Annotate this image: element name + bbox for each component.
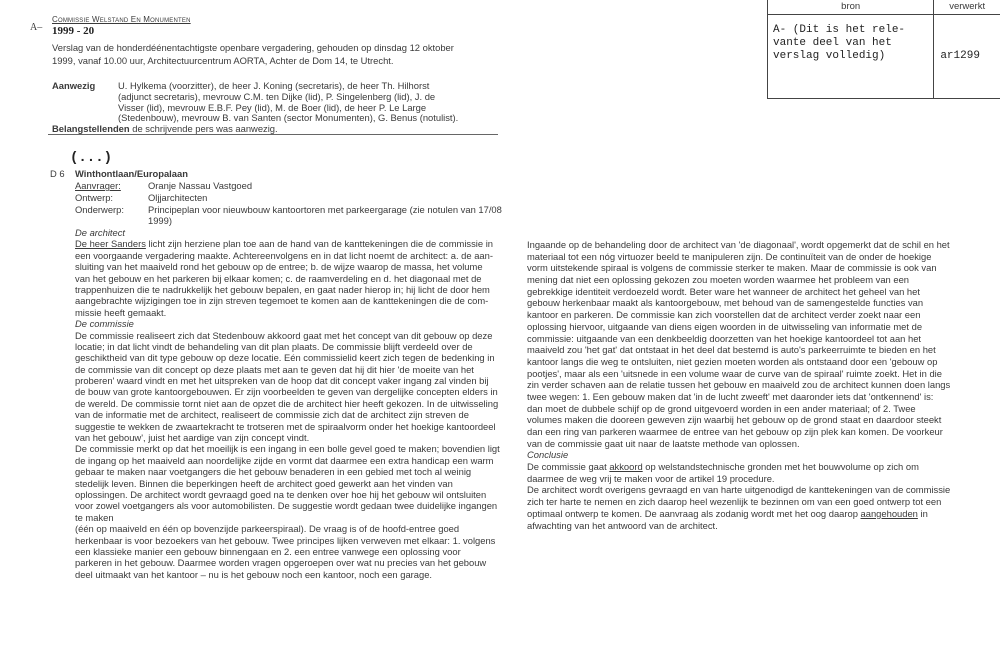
line-text: De commissie realiseert zich dat Stedenbouw akkoord gaat met het concept van dit gebouw op deze	[75, 329, 493, 341]
report-number: 1999 - 20	[52, 25, 95, 37]
line-text: maaiveld zou 'het gat' dat ontstaat in het deel dat bestemd is auto's parkeerruimte te bieden en het	[527, 344, 936, 356]
text-line	[75, 489, 500, 500]
text-line	[75, 284, 500, 295]
text-line	[527, 297, 950, 309]
text-line	[527, 379, 950, 391]
line-text: te maken	[75, 511, 114, 523]
text-line	[527, 391, 950, 403]
text-line	[527, 262, 950, 274]
margin-mark: A–	[30, 22, 43, 33]
verwerkt-cell: ar1299	[934, 15, 1000, 99]
subject-value	[148, 204, 502, 227]
text-line	[75, 443, 500, 454]
text-line	[527, 274, 950, 286]
underlined-text: aangehouden	[860, 507, 918, 519]
line-text: kantoor langs die weg te ontsluiten, niet gezien moeten worden als ontstaand door een 'gebouw op	[527, 355, 938, 367]
line-text: zin verder schaven aan de relatie tussen het gebouw en maaiveld zou de architect kunnen doen langs	[527, 379, 951, 391]
line-text: suggestie te wekken de zwaartekracht te trotseren met de spiraalvorm onder het hoekige kantoordeel	[75, 420, 496, 432]
omission-mark: (...)	[70, 150, 113, 166]
line-text: kantoor en parkeren. De commissie kan zich voorstellen dat de architect verder zoekt naar een	[527, 309, 921, 321]
applicant-value: Oranje Nassau Vastgoed	[148, 180, 253, 191]
subject-line: Principeplan voor nieuwbouw kantoortoren met parkeergarage (zie notulen van 17/08	[148, 204, 502, 215]
text-line	[75, 455, 500, 466]
present-line: U. Hylkema (voorzitter), de heer J. Koning (secretaris), de heer Th. Hilhorst	[118, 80, 430, 91]
interested-label: Belangstellenden	[52, 123, 130, 134]
line-text: de commissie van dit concept op deze plaats met aan te geven dat hij dit hier 'de moeite van het	[75, 363, 474, 375]
verwerkt-header: verwerkt	[934, 0, 1000, 15]
line-text: trappenhuizen die te nadrukkelijk het gebouw bepalen, en gaat nader hierop in; hij licht de door hem	[75, 283, 490, 295]
text-line	[527, 520, 950, 532]
line-text: De commissie merkt op dat het moeilijk is een ingang in een bolle gevel goed te maken; bovendien ligt	[75, 443, 500, 455]
text-line	[527, 368, 950, 380]
text-line	[75, 432, 500, 443]
line-text: vorm uitstekende spiraal is volgens de commissie sterker te maken. Maar de commissie is ook van	[527, 262, 937, 274]
text-line	[75, 409, 500, 420]
line-text: twee wegen: 1. Een gebouw maken dat 'in de lucht zweeft' met daaronder iets dat 'ontkennend' is:	[527, 390, 934, 402]
line-text: oplossingen. De architect wordt gevraagd goed na te denken over hoe hij het gebouw wil ontsluiten	[75, 488, 487, 500]
line-text: De commissie gaat	[527, 461, 610, 473]
line-text: daarmee de weg vrij te maken voor de artikel 19 procedure.	[527, 472, 775, 484]
line-text: dan moet de dubbele schijf op de grond uitgevoerd worden in een ander materiaal; of 2. Twee	[527, 402, 916, 414]
line-text: de ingang op het maaiveld aan noordelijke zijde en vormt dat daarmee een extra handicap een warm	[75, 454, 494, 466]
line-text: materiaal tot een nóg virtuozer beeld te manipuleren zijn. De continuïteit van de onder de hoekige	[527, 250, 932, 262]
line-text: Conclusie	[527, 449, 569, 461]
text-line	[75, 386, 500, 397]
text-line	[75, 523, 500, 534]
subject-line: 1999)	[148, 215, 172, 227]
line-text: zich ter harte te nemen en zich daarop heel wezenlijk te bezinnen om van een goed ontwerp tot een	[527, 496, 942, 508]
left-column	[75, 227, 500, 580]
text-line	[527, 333, 950, 345]
bron-cell	[768, 15, 934, 99]
underlined-text: akkoord	[609, 461, 643, 473]
present-list	[118, 80, 458, 123]
item-title: Winthontlaan/Europalaan	[75, 168, 188, 179]
report-intro	[52, 42, 454, 68]
bron-line: vante deel van het	[773, 37, 892, 49]
line-text: van het gebouw en het parkeren bij elkaar komen; c. de raamverdeling en d. het diagonaal met de	[75, 272, 482, 284]
line-text: in	[917, 507, 928, 519]
line-text: Ingaande op de behandeling door de architect van 'de diagonaal', wordt opgemerkt dat de schil en het	[527, 239, 950, 250]
text-line	[75, 307, 500, 318]
line-text: stedelijk leven. Binnen die beperkingen heeft de architect goed gewerkt aan het vinden van	[75, 477, 453, 489]
interested-text: de schrijvende pers was aanwezig.	[132, 123, 278, 134]
text-line	[527, 239, 950, 251]
line-text: dan een ring van parkeren waarmee de entree van het gebouw op zijn plek kan komen. De voorkeur	[527, 426, 943, 437]
text-line	[527, 344, 950, 356]
line-text: pootjes', maar als een 'uitsnede in een volume waar de curve van de spiraal' ruimte zoekt. Het in die	[527, 367, 942, 379]
design-label: Ontwerp:	[75, 192, 114, 203]
section-heading	[75, 227, 500, 238]
line-text: sluiting van het maaiveld rond het gebouw op de entree; b. de wijze waarop de massa, het volume	[75, 261, 483, 273]
line-text: afwachting van het antwoord van de architect.	[527, 519, 718, 531]
text-line	[527, 403, 950, 415]
line-text: gebouw herkenbaar maakt als kantoorgebouw, met behoud van de samengestelde functies van	[527, 297, 924, 309]
line-text: gebaar te maken naar voetgangers die het gebouw benaderen in een gebied met toch al weinig	[75, 466, 472, 478]
text-line	[75, 535, 500, 546]
line-text: De architect wordt overigens gevraagd en van harte uitgenodigd de kanttekeningen van de commissie	[527, 484, 951, 496]
text-line	[527, 251, 950, 263]
line-text: van het gebouw', juist het aardige van zijn concept vindt.	[75, 432, 310, 444]
text-line	[527, 473, 950, 485]
text-line	[527, 426, 950, 438]
line-text: licht zijn herziene plan toe aan de hand van de kanttekeningen die de commissie in	[145, 238, 493, 250]
present-line: (adjunct secretaris), mevrouw C.M. ten Dijke (lid), P. Singelenberg (lid), J. de	[118, 90, 436, 102]
text-line	[75, 273, 500, 284]
text-line	[527, 321, 950, 333]
line-text: parkeren in het gebouw. Daarmee worden vragen opgeroepen over wat nu precies van het gebouw	[75, 557, 487, 569]
text-line	[75, 250, 500, 261]
text-line	[75, 546, 500, 557]
text-line	[75, 330, 500, 341]
text-line	[75, 421, 500, 432]
line-text: commissie: uitgaande van een denkbeeldig doorzetten van het hoekige kantoordeel tot aan het	[527, 332, 922, 344]
present-label: Aanwezig	[52, 80, 96, 91]
bron-line: verslag volledig)	[773, 50, 886, 62]
line-text: missie heeft gemaakt.	[75, 306, 167, 318]
bron-header: bron	[768, 0, 934, 15]
bron-line: A- (Dit is het rele-	[773, 24, 906, 36]
text-line	[75, 466, 500, 477]
text-line	[75, 478, 500, 489]
present-line: (Stedenbouw), mevrouw B. van Santen (sector Monumenten), G. Benus (notulist).	[118, 112, 459, 124]
text-line	[75, 261, 500, 272]
text-line	[75, 238, 500, 249]
line-text: van de commissie gaat uit naar de laatste methode van oplossen.	[527, 437, 800, 449]
text-line	[75, 295, 500, 306]
text-line	[75, 352, 500, 363]
line-text: de wereld. De commissie tornt niet aan de opzet die de architect hier heeft gekozen. In de uitwisseling	[75, 397, 499, 409]
line-text: een voorgaande vergadering maakte. Achtereenvolgens en in dat licht noemt de architect: a. de aan-	[75, 249, 493, 261]
text-line	[527, 438, 950, 450]
text-line	[75, 398, 500, 409]
intro-line: Verslag van de honderdéénentachtigste openbare vergadering, gehouden op dinsdag 12 oktober	[52, 42, 454, 53]
line-text: volumes maken die dooreen geweven zijn waarbij het gebouw op de grond staat en daardoor steekt	[527, 414, 942, 426]
source-table	[767, 0, 1000, 99]
line-text: locatie; in dat licht vindt de behandeling van dit plan plaats. De commissie blijft verdeeld over de	[75, 340, 473, 352]
interested-row	[52, 123, 278, 134]
text-line	[75, 375, 500, 386]
line-text: oplossing hiervoor, uitgaande van diens eigen woorden in de uitwisseling van informatie met de	[527, 320, 923, 332]
line-text: aangebrachte wijzigingen toe in zijn streven tegemoet te komen aan de kanttekeningen die de com-	[75, 295, 489, 307]
present-line: Visser (lid), mevrouw E.B.F. Pey (lid), M. de Boer (lid), de heer P. Le Large	[118, 101, 427, 113]
text-line	[527, 356, 950, 368]
line-text: (één op maaiveld en één op bovenzijde parkeerspiraal). De vraag is of de hoofd-entree goed	[75, 523, 460, 535]
text-line	[75, 569, 500, 580]
line-text: proberen' waard vindt en met het uitspreken van de hoop dat dit concept vaker ingang zal vinden bij	[75, 375, 489, 387]
text-line	[527, 508, 950, 520]
text-line	[527, 461, 950, 473]
applicant-label: Aanvrager:	[75, 180, 121, 191]
line-text: herkenbaar is voor bezoekers van het gebouw. Twee principes lijken verweven met elkaar: 1. volgens	[75, 534, 496, 546]
text-line	[527, 286, 950, 298]
section-heading	[75, 318, 500, 329]
intro-line: 1999, vanaf 10.00 uur, Architectuurcentrum AORTA, Achter de Dom 14, te Utrecht.	[52, 55, 394, 66]
design-value: Oljjarchitecten	[148, 192, 208, 203]
line-text: gebrekkige identiteit verdoezeld wordt. Beter ware het wanneer de architect het geheel van het	[527, 285, 920, 297]
right-column	[527, 239, 950, 531]
text-line	[75, 500, 500, 511]
line-text: De commissie	[75, 318, 134, 330]
line-text: op welstandstechnische gronden met het bouwvolume op zich om	[642, 461, 919, 473]
text-line	[527, 496, 950, 508]
text-line	[527, 309, 950, 321]
text-line	[527, 484, 950, 496]
subject-label: Onderwerp:	[75, 204, 124, 215]
item-code: D 6	[50, 168, 65, 179]
line-text: deel uitmaakt van het kantoor – nu is het gebouw noch een kantoor, noch een garage.	[75, 568, 433, 580]
line-text: mening dat niet een oplossing gekozen zou moeten worden waarmee het probleem van een	[527, 274, 910, 286]
section-heading	[527, 449, 950, 461]
text-line	[75, 512, 500, 523]
organization-name: Commissie Welstand En Monumenten	[52, 15, 191, 24]
line-text: van de informatie met de architect, realiseert de commissie zich dat de architect zijn streven de	[75, 409, 469, 421]
line-text: de bouw van grote kantoorgebouwen. Er zijn voorbeelden te geven van dergelijke concepten elders in	[75, 386, 498, 398]
underlined-text: De heer Sanders	[75, 238, 146, 250]
line-text: een klassieke manier een gebouw binnengaan en 2. een entree vanwege een oplossing voor	[75, 545, 461, 557]
text-line	[527, 414, 950, 426]
line-text: optimaal ontwerp te komen. De aanvraag als zodanig wordt met het oog daarop	[527, 507, 861, 519]
text-line	[75, 364, 500, 375]
line-text: geschiktheid van dit type gebouw op deze locatie. Eén commissielid keert zich tegen de bedenking in	[75, 352, 495, 364]
line-text: De architect	[75, 227, 126, 238]
line-text: voor zowel voetgangers als voor automobilisten. De suggestie wordt gedaan twee duidelijke ingangen	[75, 500, 498, 512]
text-line	[75, 557, 500, 568]
header-divider	[48, 134, 498, 135]
text-line	[75, 341, 500, 352]
